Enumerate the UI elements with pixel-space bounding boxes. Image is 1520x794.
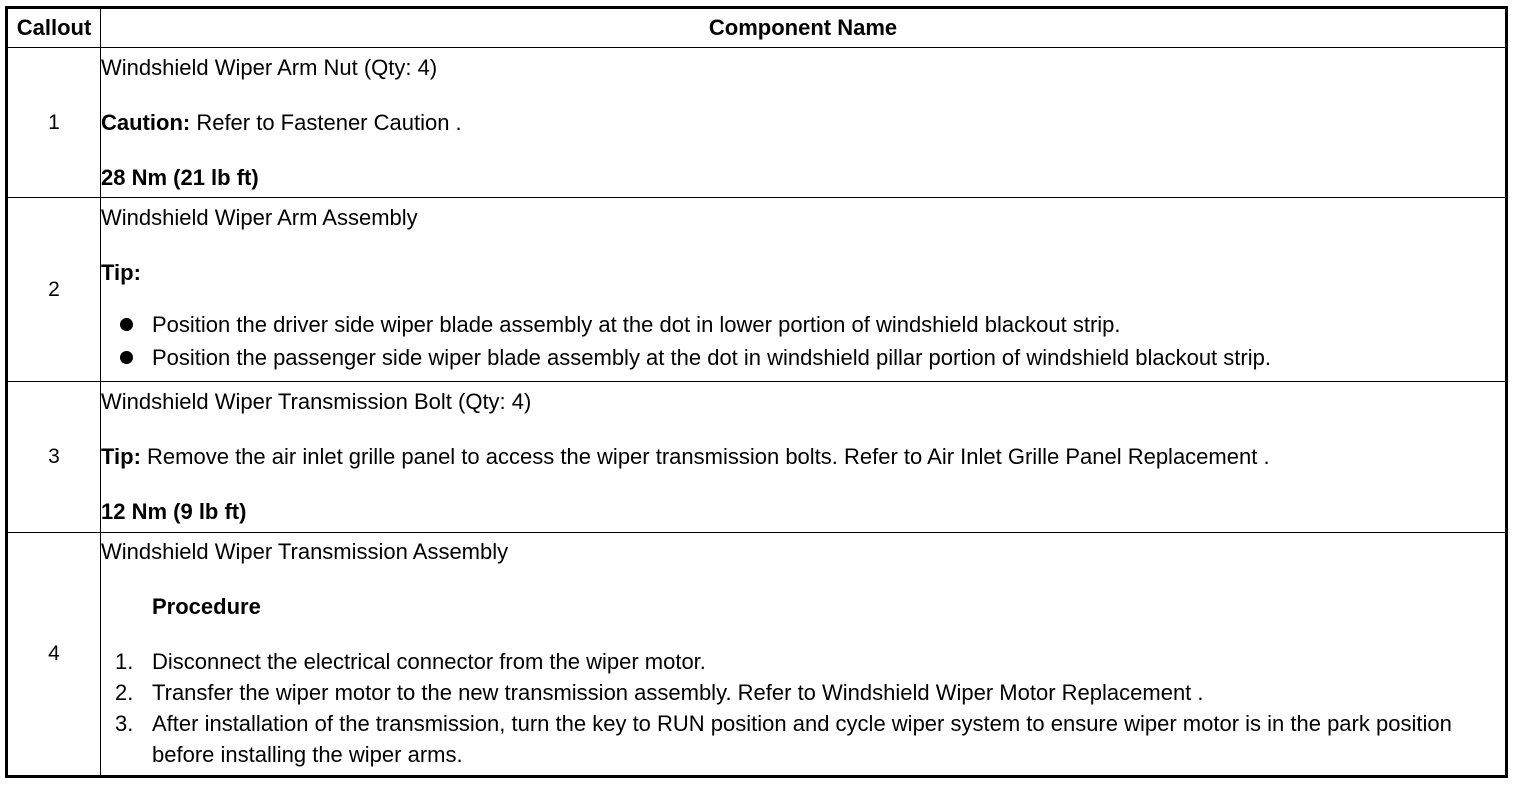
table-row xyxy=(7,48,1507,198)
component-cell xyxy=(101,198,1507,382)
component-cell xyxy=(101,382,1507,533)
tip-label: Tip: xyxy=(101,444,141,469)
table-row xyxy=(7,533,1507,777)
table-row xyxy=(7,382,1507,533)
list-item xyxy=(101,646,1505,677)
list-item xyxy=(101,341,1505,374)
callout-number: 2 xyxy=(7,198,101,382)
caution-label: Caution: xyxy=(101,109,191,135)
bullet-icon xyxy=(120,318,133,331)
table-header-row xyxy=(7,8,1507,48)
torque-spec: 28 Nm (21 lb ft) xyxy=(101,164,259,190)
bullet-text: Position the driver side wiper blade assembly at the dot in lower portion of windshield blackout strip. xyxy=(152,312,1121,337)
component-title: Windshield Wiper Transmission Bolt (Qty: 4) xyxy=(101,389,532,414)
component-title: Windshield Wiper Arm Nut (Qty: 4) xyxy=(101,54,438,80)
list-item xyxy=(101,308,1505,341)
step-text: Transfer the wiper motor to the new transmission assembly. Refer to Windshield Wiper Motor Replacement . xyxy=(152,679,1204,705)
list-item xyxy=(101,708,1505,770)
tip-label: Tip: xyxy=(101,260,141,285)
step-number: 3. xyxy=(115,710,134,736)
caution-note xyxy=(101,110,1505,136)
component-title: Windshield Wiper Transmission Assembly xyxy=(101,538,509,564)
component-cell xyxy=(101,48,1507,198)
bullet-text: Position the passenger side wiper blade assembly at the dot in windshield pillar portion of windshield blackout strip. xyxy=(152,345,1271,370)
header-component-name: Component Name xyxy=(101,8,1507,48)
tip-note xyxy=(101,444,1505,470)
bullet-icon xyxy=(120,351,133,364)
step-text: Disconnect the electrical connector from the wiper motor. xyxy=(152,648,706,674)
step-text: After installation of the transmission, turn the key to RUN position and cycle wiper system to ensure wiper motor is in the park position before installing the wiper arms. xyxy=(152,710,1452,767)
tip-text: Remove the air inlet grille panel to access the wiper transmission bolts. Refer to Air Inlet Grille Panel Replacement . xyxy=(140,444,1270,469)
step-number: 1. xyxy=(115,648,134,674)
procedure-steps xyxy=(101,646,1505,770)
caution-text: Refer to Fastener Caution . xyxy=(190,109,462,135)
callout-number: 3 xyxy=(7,382,101,533)
list-item xyxy=(101,677,1505,708)
tip-bullet-list xyxy=(101,308,1505,374)
callout-number: 1 xyxy=(7,48,101,198)
component-title: Windshield Wiper Arm Assembly xyxy=(101,205,418,230)
table-row xyxy=(7,198,1507,382)
component-table-wrapper xyxy=(5,6,1508,778)
component-cell xyxy=(101,533,1507,777)
procedure-title: Procedure xyxy=(152,593,261,619)
component-table xyxy=(5,6,1508,778)
torque-spec: 12 Nm (9 lb ft) xyxy=(101,499,247,524)
header-callout: Callout xyxy=(7,8,101,48)
callout-number: 4 xyxy=(7,533,101,777)
step-number: 2. xyxy=(115,679,134,705)
